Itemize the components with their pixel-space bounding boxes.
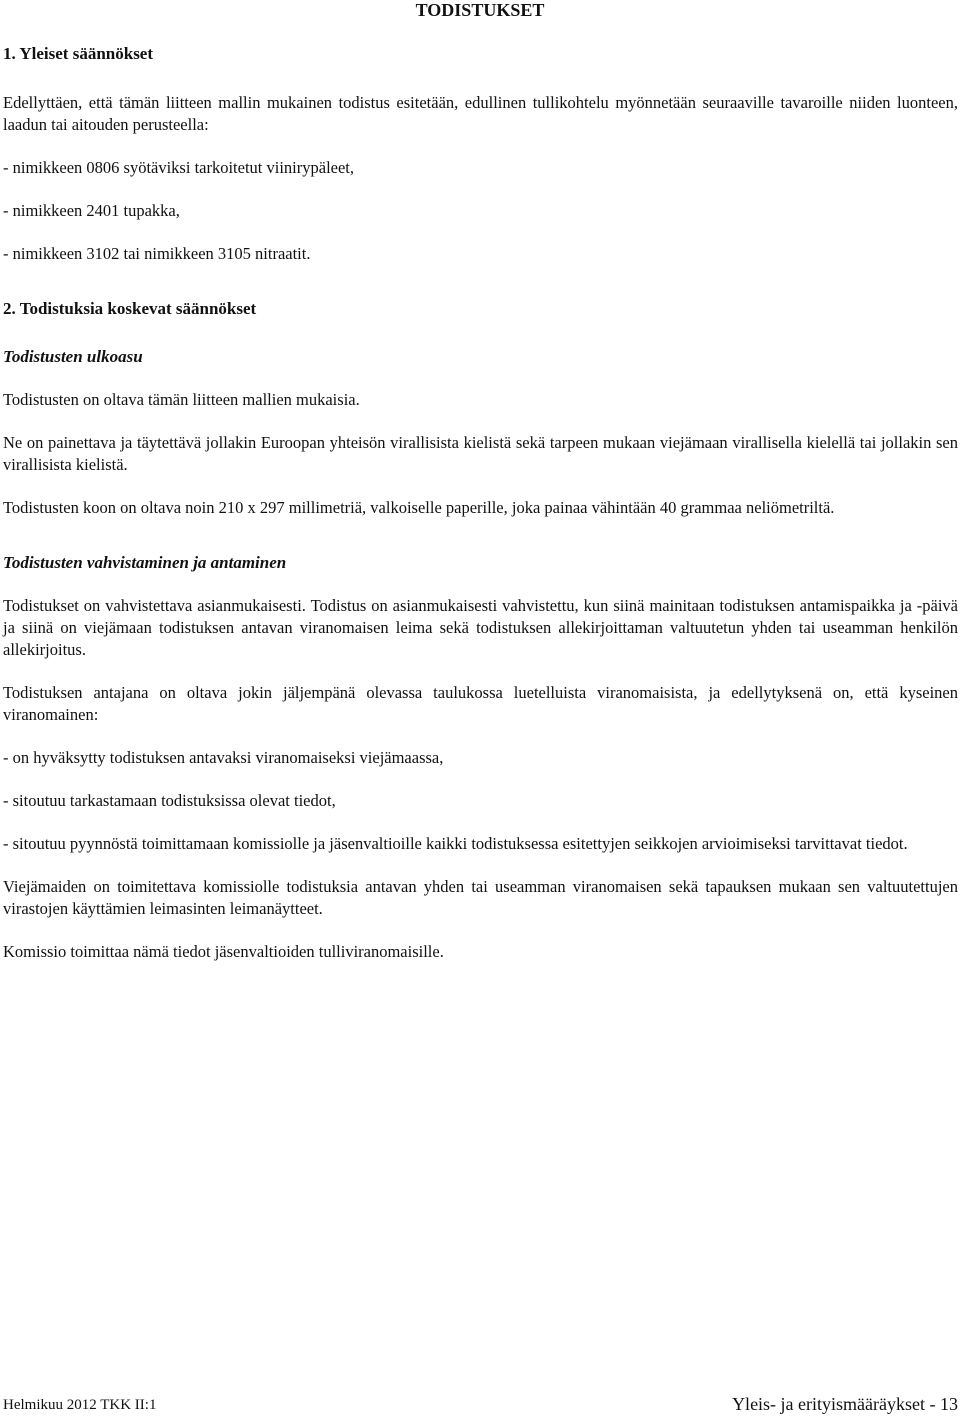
list-item: - nimikkeen 3102 tai nimikkeen 3105 nitraatit. xyxy=(3,244,311,263)
document-body xyxy=(3,44,958,984)
footer-date-reference: Helmikuu 2012 TKK II:1 xyxy=(3,1397,157,1413)
document-title: TODISTUKSET xyxy=(415,0,545,20)
paragraph: Todistukset on vahvistettava asianmukaisesti. Todistus on asianmukaisesti vahvistettu, kun siinä mainitaan todistuksen antamispaikka ja -päivä ja siinä on viejämaan todistuksen antavan viranomaisen leima sekä todistuksen allekirjoittaman valtuutetun yhden tai useamman henkilön allekirjoitus. xyxy=(3,596,958,659)
section-1-intro: Edellyttäen, että tämän liitteen mallin mukainen todistus esitetään, edullinen tullikohtelu myönnetään seuraaville tavaroille niiden luonteen, laadun tai aitouden perusteella: xyxy=(3,93,958,134)
section-1-heading: 1. Yleiset säännökset xyxy=(3,44,154,63)
list-item: - nimikkeen 0806 syötäviksi tarkoitetut viinirypäleet, xyxy=(3,158,355,177)
paragraph: Todistuksen antajana on oltava jokin jäljempänä olevassa taulukossa luetelluista viranomaisista, ja edellytyksenä on, että kyseinen viranomainen: xyxy=(3,683,958,724)
subsection-heading-vahvistaminen: Todistusten vahvistaminen ja antaminen xyxy=(3,553,287,572)
section-2-heading: 2. Todistuksia koskevat säännökset xyxy=(3,299,257,318)
paragraph: Todistusten koon on oltava noin 210 x 297 millimetriä, valkoiselle paperille, joka painaa vähintään 40 grammaa neliömetriltä. xyxy=(3,498,835,517)
list-item: - nimikkeen 2401 tupakka, xyxy=(3,201,180,220)
paragraph: Todistusten on oltava tämän liitteen mallien mukaisia. xyxy=(3,390,360,409)
list-item: - on hyväksytty todistuksen antavaksi viranomaiseksi viejämaassa, xyxy=(3,748,444,767)
page-footer xyxy=(3,1392,958,1414)
list-item: - sitoutuu pyynnöstä toimittamaan komissiolle ja jäsenvaltioille kaikki todistuksessa esitettyjen seikkojen arvioimiseksi tarvittavat tiedot. xyxy=(3,834,908,853)
subsection-heading-ulkoasu: Todistusten ulkoasu xyxy=(3,347,143,366)
list-item: - sitoutuu tarkastamaan todistuksissa olevat tiedot, xyxy=(3,791,336,810)
paragraph: Komissio toimittaa nämä tiedot jäsenvaltioiden tulliviranomaisille. xyxy=(3,942,444,961)
paragraph: Ne on painettava ja täytettävä jollakin Euroopan yhteisön virallisista kielistä sekä tarpeen mukaan viejämaan virallisella kielellä tai jollakin sen virallisista kielistä. xyxy=(3,433,958,474)
footer-section-page: Yleis- ja erityismääräykset - 13 xyxy=(732,1394,958,1414)
paragraph: Viejämaiden on toimitettava komissiolle todistuksia antavan yhden tai useamman viranomaisen sekä tapauksen mukaan sen valtuutettujen virastojen käyttämien leimasinten leimanäytteet. xyxy=(3,877,958,918)
